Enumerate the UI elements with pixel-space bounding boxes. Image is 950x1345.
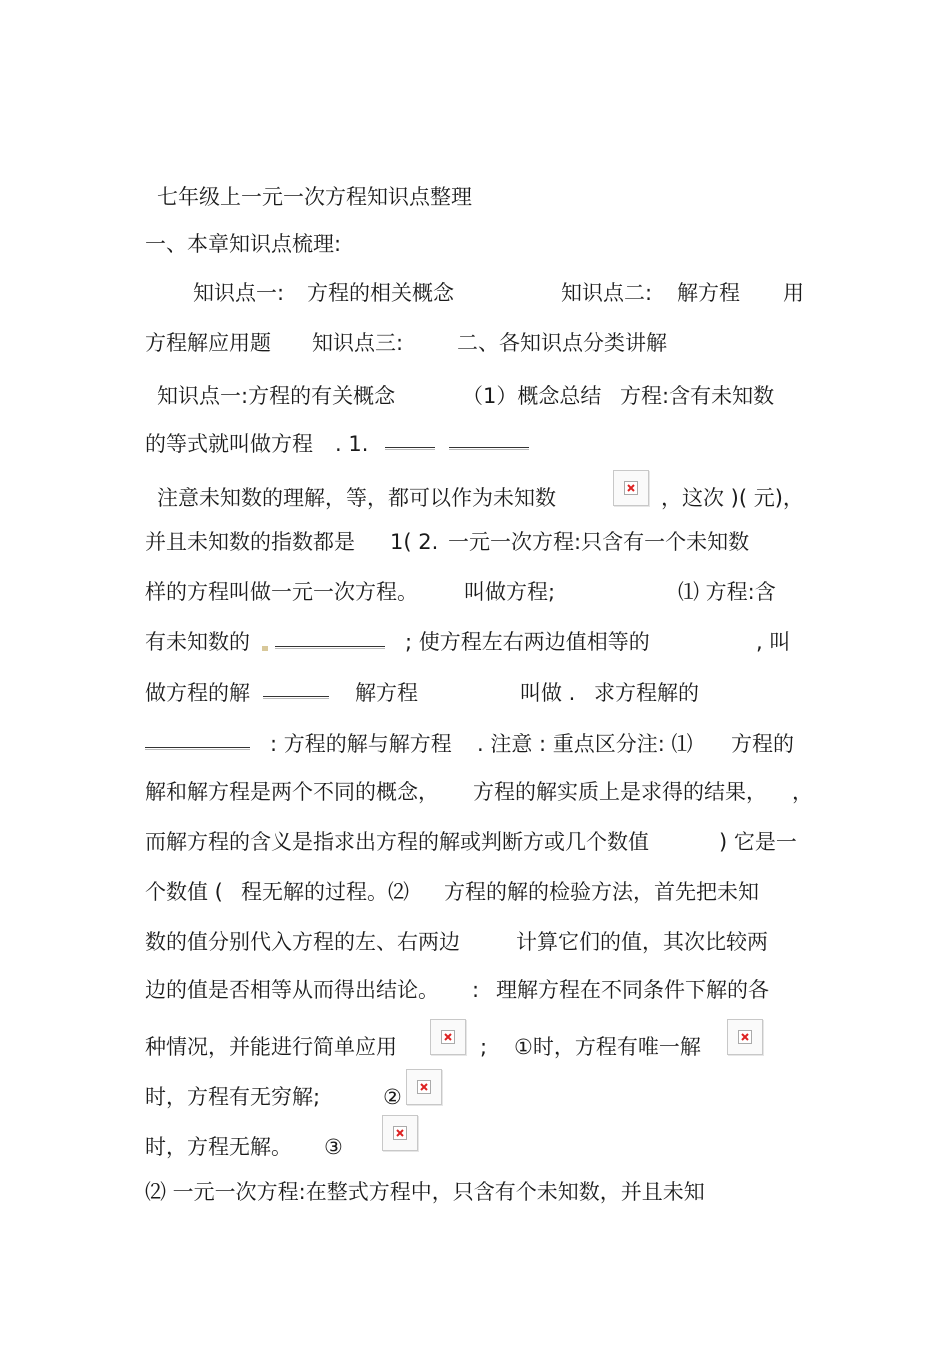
text-segment: 有未知数的 <box>145 630 250 654</box>
section-heading: 一、本章知识点梳理: <box>145 232 342 256</box>
fill-blank <box>145 747 250 748</box>
text-segment: . 1. <box>335 432 369 456</box>
text-segment: 方程的 <box>731 732 794 756</box>
broken-image-icon <box>430 1019 466 1055</box>
text-segment: 而解方程的含义是指求出方程的解或判断方或几个数值 <box>145 830 649 854</box>
broken-image-icon <box>382 1115 418 1151</box>
text-segment: 求方程解的 <box>594 681 699 705</box>
text-segment: 方程的解的检验方法，首先把未知 <box>444 880 759 904</box>
text-segment: 叫做 . <box>520 681 576 705</box>
text-segment: 叫做方程; <box>464 580 556 604</box>
text-segment: 解方程 <box>677 281 740 305</box>
text-segment: 做方程的解 <box>145 681 250 705</box>
text-segment: ， <box>792 780 813 804</box>
text-segment: ⑵ 一元一次方程:在整式方程中，只含有个未知数，并且未知 <box>145 1180 705 1204</box>
text-segment: 1( 2. <box>390 530 439 554</box>
text-segment: ) 它是一 <box>719 830 797 854</box>
text-segment: 样的方程叫做一元一次方程。 <box>145 580 418 604</box>
text-segment: : 方程的解与解方程 <box>270 732 452 756</box>
text-segment: 注意未知数的理解，等，都可以作为未知数 <box>157 486 556 510</box>
text-segment: 个数值 ( <box>145 880 223 904</box>
text-segment: ; 使方程左右两边值相等的 <box>405 630 650 654</box>
title-text: 七年级上一元一次方程知识点整理 <box>157 185 472 209</box>
text-segment: （1）概念总结 <box>462 384 602 408</box>
text-segment: ; <box>480 1035 488 1059</box>
text-segment: 知识点一: <box>193 281 285 305</box>
text-segment: ，这次 )( 元)， <box>661 486 804 510</box>
text-segment: 数的值分别代入方程的左、右两边 <box>145 930 460 954</box>
text-segment: 并且未知数的指数都是 <box>145 530 355 554</box>
text-segment: 方程:含有未知数 <box>620 384 775 408</box>
text-segment: 理解方程在不同条件下解的各 <box>496 978 769 1002</box>
fill-blank <box>385 447 435 448</box>
text-segment: ③ <box>324 1135 343 1159</box>
text-segment: 计算它们的值，其次比较两 <box>516 930 768 954</box>
broken-image-icon <box>727 1019 763 1055</box>
text-segment: 边的值是否相等从而得出结论。 <box>145 978 439 1002</box>
text-segment: 二、各知识点分类讲解 <box>457 331 667 355</box>
broken-image-icon <box>406 1069 442 1105</box>
text-segment: , 叫 <box>756 630 791 654</box>
text-segment: 种情况，并能进行简单应用 <box>145 1035 397 1059</box>
text-segment: 知识点一:方程的有关概念 <box>157 384 396 408</box>
text-segment: ⑴ 方程:含 <box>678 580 776 604</box>
text-segment: 解方程 <box>355 681 418 705</box>
text-segment: 知识点三: <box>312 331 404 355</box>
text-segment: 知识点二: <box>561 281 653 305</box>
text-segment: 方程的相关概念 <box>307 281 454 305</box>
text-segment: ② <box>383 1085 402 1109</box>
fill-blank <box>263 696 329 697</box>
text-segment: ①时，方程有唯一解 <box>514 1035 701 1059</box>
text-segment: : <box>472 978 480 1002</box>
text-segment: 的等式就叫做方程 <box>145 432 313 456</box>
text-segment: 一元一次方程:只含有一个未知数 <box>448 530 750 554</box>
fill-blank <box>275 646 385 647</box>
text-segment: 解和解方程是两个不同的概念， <box>145 780 439 804</box>
text-segment: 用 <box>783 281 804 305</box>
text-segment: 时，方程有无穷解; <box>145 1085 321 1109</box>
text-segment: 程无解的过程。⑵ <box>241 880 409 904</box>
text-segment: 时，方程无解。 <box>145 1135 292 1159</box>
broken-image-icon <box>613 470 649 506</box>
fill-blank <box>449 447 529 448</box>
text-segment: 方程解应用题 <box>145 331 271 355</box>
image-fragment <box>262 646 268 651</box>
text-segment: . 注意 : 重点区分注: ⑴ <box>477 732 693 756</box>
text-segment: 方程的解实质上是求得的结果， <box>473 780 767 804</box>
